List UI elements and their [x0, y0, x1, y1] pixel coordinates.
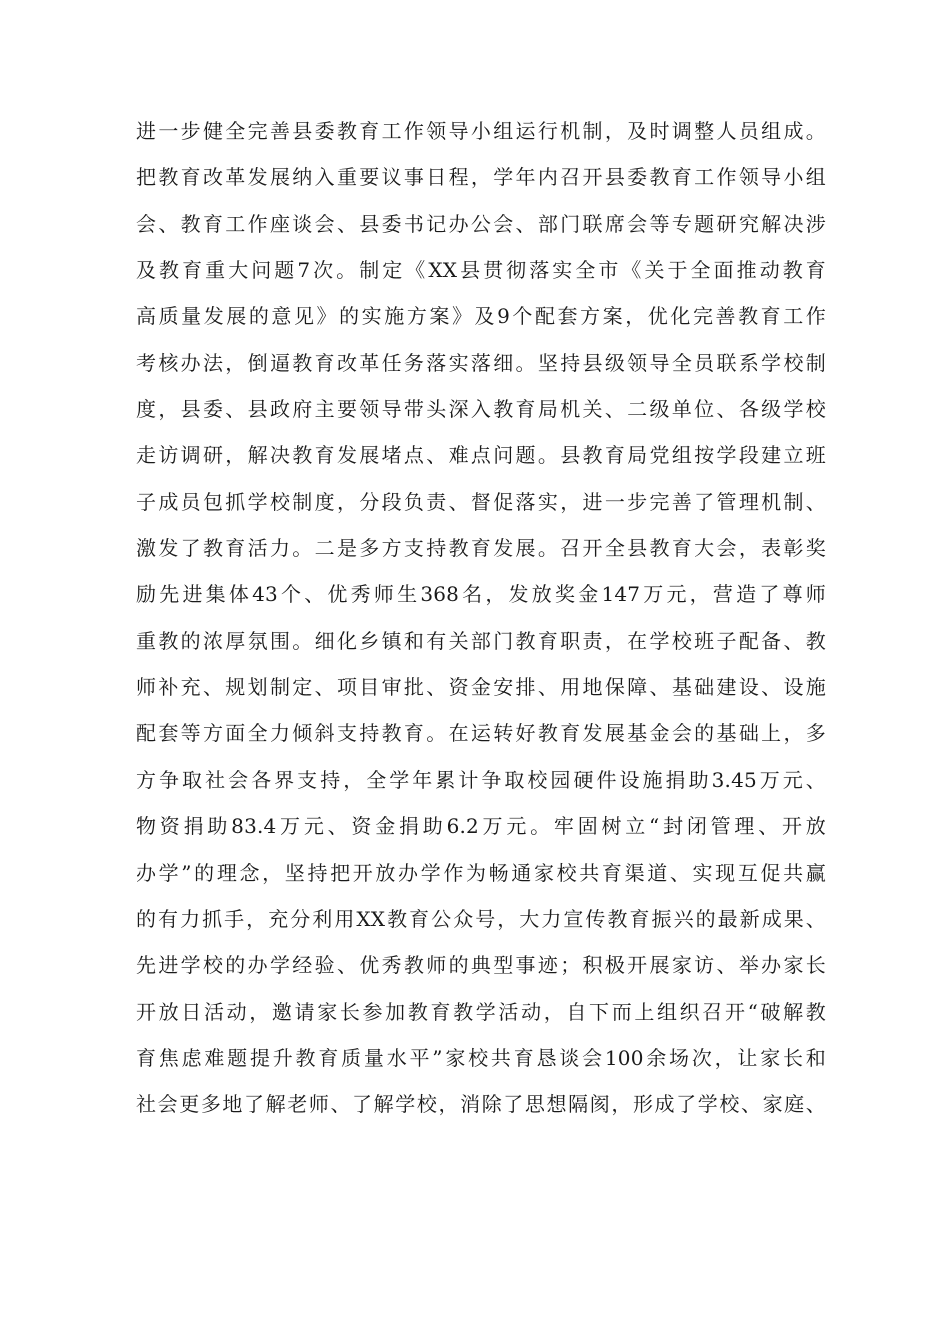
text-line-7: 度，县委、县政府主要领导带头深入教育局机关、二级单位、各级学校 [136, 397, 826, 422]
text-line-14: 配套等方面全力倾斜支持教育。在运转好教育发展基金会的基础上，多 [136, 721, 826, 746]
text-line-11: 励先进集体43个、优秀师生368名，发放奖金147万元，营造了尊师 [136, 582, 826, 607]
text-line-15: 方争取社会各界支持，全学年累计争取校园硬件设施捐助3.45万元、 [136, 767, 826, 792]
text-line-18: 的有力抓手，充分利用XX教育公众号，大力宣传教育振兴的最新成果、 [136, 906, 826, 931]
text-line-22: 社会更多地了解老师、了解学校，消除了思想隔阂，形成了学校、家庭、 [136, 1092, 826, 1117]
text-line-5: 高质量发展的意见》的实施方案》及9个配套方案，优化完善教育工作 [136, 304, 826, 329]
text-line-10: 激发了教育活力。二是多方支持教育发展。召开全县教育大会，表彰奖 [136, 536, 826, 561]
body-text [136, 108, 826, 1128]
text-line-6: 考核办法，倒逼教育改革任务落实落细。坚持县级领导全员联系学校制 [136, 350, 826, 375]
text-line-16: 物资捐助83.4万元、资金捐助6.2万元。牢固树立“封闭管理、开放 [136, 814, 826, 839]
text-line-1: 进一步健全完善县委教育工作领导小组运行机制，及时调整人员组成。 [136, 119, 826, 143]
text-line-8: 走访调研，解决教育发展堵点、难点问题。县教育局党组按学段建立班 [136, 443, 826, 468]
text-line-17: 办学”的理念，坚持把开放办学作为畅通家校共育渠道、实现互促共赢 [136, 860, 826, 885]
text-line-12: 重教的浓厚氛围。细化乡镇和有关部门教育职责，在学校班子配备、教 [136, 628, 826, 653]
text-line-9: 子成员包抓学校制度，分段负责、督促落实，进一步完善了管理机制、 [136, 489, 826, 514]
text-line-20: 开放日活动，邀请家长参加教育教学活动，自下而上组织召开“破解教 [136, 999, 826, 1024]
text-line-4: 及教育重大问题7次。制定《XX县贯彻落实全市《关于全面推动教育 [136, 258, 826, 283]
text-line-21: 育焦虑难题提升教育质量水平”家校共育恳谈会100余场次，让家长和 [136, 1045, 826, 1070]
text-line-19: 先进学校的办学经验、优秀教师的典型事迹；积极开展家访、举办家长 [136, 953, 826, 978]
text-line-2: 把教育改革发展纳入重要议事日程，学年内召开县委教育工作领导小组 [136, 165, 826, 190]
text-line-3: 会、教育工作座谈会、县委书记办公会、部门联席会等专题研究解决涉 [136, 211, 826, 236]
text-line-13: 师补充、规划制定、项目审批、资金安排、用地保障、基础建设、设施 [136, 675, 826, 700]
